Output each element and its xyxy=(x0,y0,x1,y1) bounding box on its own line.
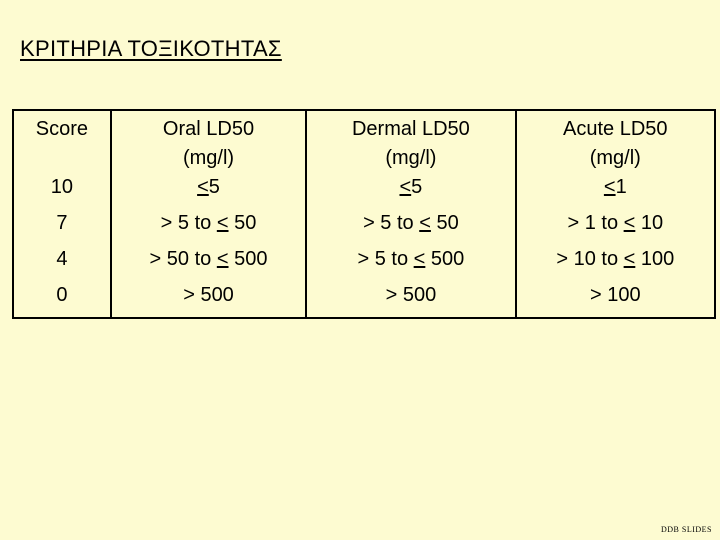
cell-oral-ld50: <5 xyxy=(111,173,306,209)
footer-label: DDB SLIDES xyxy=(660,525,712,534)
table-header-row xyxy=(13,110,715,173)
cell-acute-ld50: > 100 xyxy=(516,281,715,318)
cell-oral-ld50: > 50 to < 500 xyxy=(111,245,306,281)
cell-oral-ld50: > 500 xyxy=(111,281,306,318)
cell-dermal-ld50: <5 xyxy=(306,173,515,209)
cell-acute-ld50: > 10 to < 100 xyxy=(516,245,715,281)
cell-dermal-ld50: > 5 to < 50 xyxy=(306,209,515,245)
table-row xyxy=(13,281,715,318)
header-acute-ld50: Acute LD50 (mg/l) xyxy=(516,110,715,173)
table-row xyxy=(13,209,715,245)
table-row xyxy=(13,245,715,281)
toxicity-criteria-table xyxy=(12,109,716,319)
table-row xyxy=(13,173,715,209)
page-title: ΚΡΙΤΗΡΙΑ ΤΟΞΙΚΟΤΗΤΑΣ xyxy=(20,36,282,61)
cell-score: 4 xyxy=(56,248,68,270)
cell-dermal-ld50: > 5 to < 500 xyxy=(306,245,515,281)
cell-acute-ld50: > 1 to < 10 xyxy=(516,209,715,245)
cell-score: 0 xyxy=(56,284,68,306)
header-oral-ld50: Oral LD50 (mg/l) xyxy=(111,110,306,173)
header-dermal-ld50: Dermal LD50 (mg/l) xyxy=(306,110,515,173)
header-score: Score xyxy=(35,118,89,140)
cell-oral-ld50: > 5 to < 50 xyxy=(111,209,306,245)
cell-score: 7 xyxy=(56,212,68,234)
cell-score: 10 xyxy=(50,176,74,198)
cell-dermal-ld50: > 500 xyxy=(306,281,515,318)
cell-acute-ld50: <1 xyxy=(516,173,715,209)
